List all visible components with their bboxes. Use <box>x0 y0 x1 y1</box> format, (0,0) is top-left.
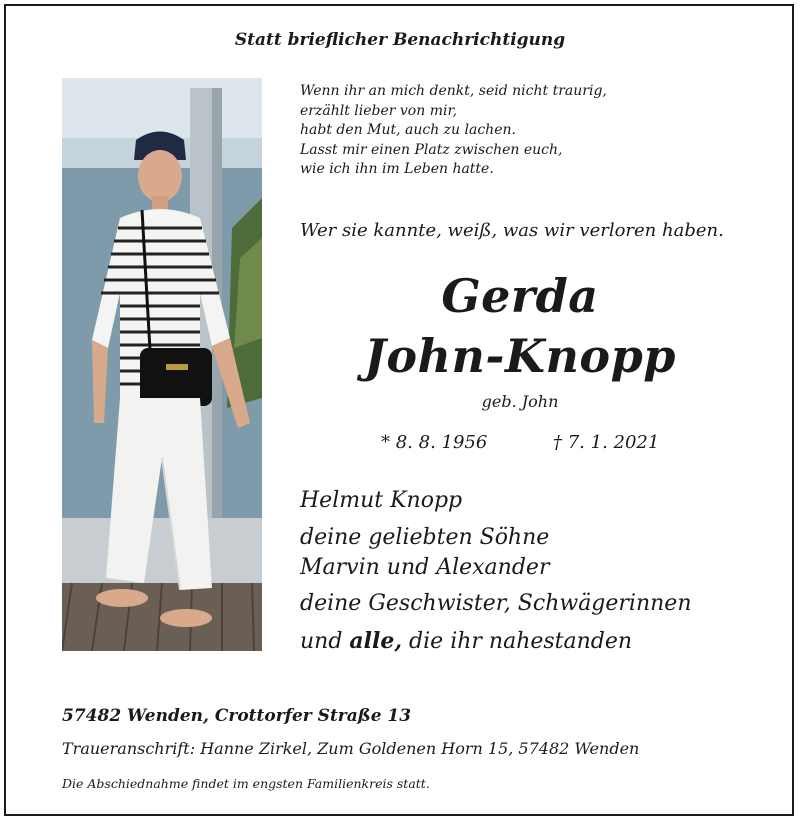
family-address: 57482 Wenden, Crottorfer Straße 13 <box>62 706 412 726</box>
mourner-prefix: und <box>300 629 350 654</box>
poem-line: habt den Mut, auch zu lachen. <box>300 122 516 138</box>
mourner-line: Marvin und Alexander <box>300 555 550 580</box>
poem <box>300 82 760 180</box>
deceased-last-name: John-Knopp <box>364 329 676 383</box>
poem-line: Wenn ihr an mich denkt, seid nicht traurig, <box>300 83 607 99</box>
mourner-emphasis: alle, <box>349 628 403 654</box>
poem-line: Lasst mir einen Platz zwischen euch, <box>300 141 563 158</box>
mourner-suffix: die ihr nahestanden <box>402 629 633 654</box>
poem-line: erzählt lieber von mir, <box>300 102 458 119</box>
mourner-line: deine geliebten Söhne <box>300 525 550 550</box>
mourner-line: deine Geschwister, Schwägerinnen <box>300 591 692 616</box>
mourning-address: Traueranschrift: Hanne Zirkel, Zum Goldenen Horn 15, 57482 Wenden <box>62 739 640 758</box>
mourner-line <box>300 628 632 654</box>
poem-line: wie ich ihn im Leben hatte. <box>300 161 494 177</box>
portrait-photo <box>62 78 262 651</box>
birth-date: * 8. 8. 1956 <box>381 432 488 453</box>
notice-header: Statt brieflicher Benachrichtigung <box>234 30 566 50</box>
mourner-line: Helmut Knopp <box>300 488 463 513</box>
portrait-illustration <box>62 78 262 651</box>
born-name: geb. John <box>481 392 559 411</box>
deceased-first-name: Gerda <box>441 269 599 323</box>
death-date: † 7. 1. 2021 <box>553 432 660 453</box>
farewell-note: Die Abschiednahme findet im engsten Familienkreis statt. <box>62 776 430 791</box>
quote: Wer sie kannte, weiß, was wir verloren haben. <box>300 220 724 241</box>
